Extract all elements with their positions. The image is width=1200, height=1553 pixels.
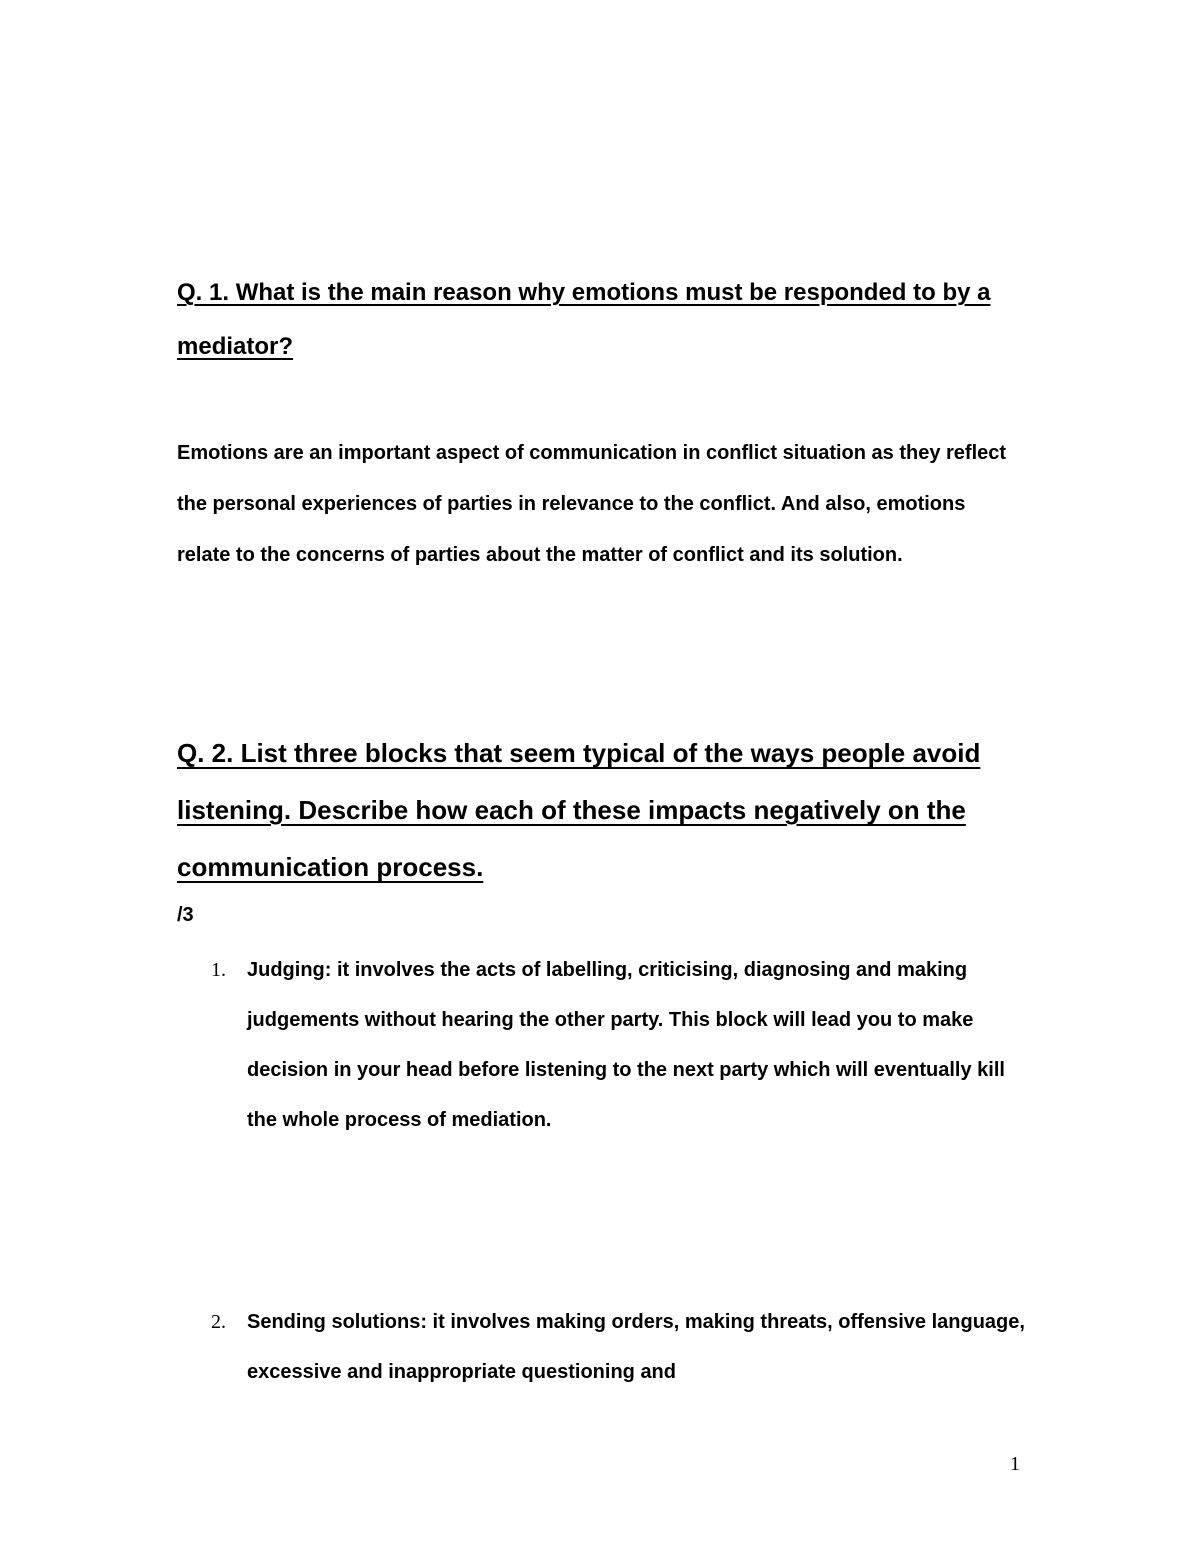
page-number: 1 [1010, 1453, 1020, 1475]
list-item [211, 945, 1031, 1145]
question-2-heading [177, 725, 1037, 896]
list-item-text: Judging: it involves the acts of labelling, criticising, diagnosing and making judgements without hearing the other party. This block will lead you to make decision in your head before listening to the next party which will eventually kill the whole process of mediation. [247, 959, 1005, 1131]
answer-1-paragraph: Emotions are an important aspect of communication in conflict situation as they reflect the personal experiences of parties in relevance to the conflict. And also, emotions relate to the concerns of parties about the matter of conflict and its solution. [177, 442, 1007, 566]
list-item-number: 1. [211, 959, 226, 981]
list-item [211, 1297, 1031, 1397]
question-2-score: /3 [177, 904, 194, 926]
list-item-number: 2. [211, 1311, 226, 1333]
list-item-text: Sending solutions: it involves making orders, making threats, offensive language, excessive and inappropriate questioning and [247, 1311, 1025, 1383]
question-1-text: Q. 1. What is the main reason why emotions must be responded to by a mediator? [177, 279, 991, 360]
question-1-heading [177, 266, 1037, 374]
question-2-text: Q. 2. List three blocks that seem typical of the ways people avoid listening. Describe how each of these impacts negatively on the communication process. [177, 738, 981, 882]
